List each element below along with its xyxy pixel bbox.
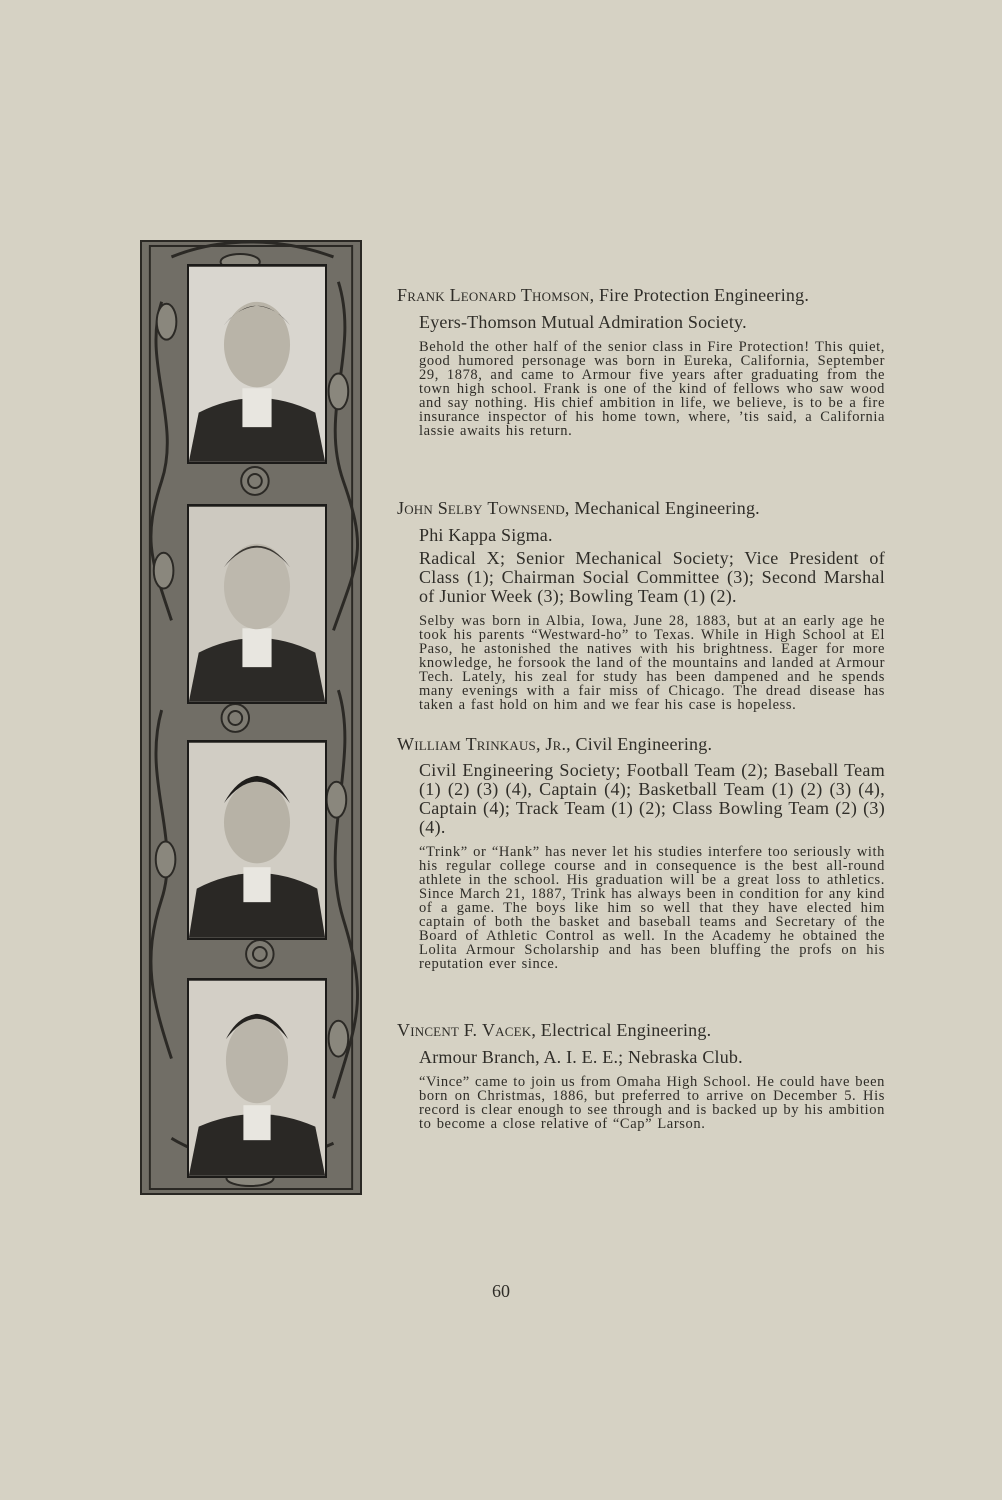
entry-name-line	[397, 284, 885, 306]
department: Civil Engineering.	[570, 734, 713, 754]
first-name: John	[397, 498, 433, 518]
entry-name-line	[397, 497, 885, 519]
portrait-image	[189, 980, 325, 1176]
biography: Behold the other half of the senior class in Fire Protection! This quiet, good humored personage was born in Eureka, California, September 29, 1878, and came to Armour five years after graduating from the town high school. Frank is one of the kind of fellows who saw wood and say nothing. His chief ambition in life, we believe, is to be a fire insurance inspector of his home town, where, ’tis said, a California lassie awaits his return.	[419, 339, 885, 439]
entry-trinkaus	[397, 733, 885, 971]
portrait-vacek	[187, 978, 327, 1178]
middle-name: F.	[463, 1020, 478, 1040]
portrait-image	[189, 742, 325, 938]
portrait-image	[189, 506, 325, 702]
last-name: Jr.,	[545, 734, 571, 754]
department: Mechanical Engineering.	[569, 498, 760, 518]
page-number: 60	[492, 1281, 510, 1301]
biography: Selby was born in Albia, Iowa, June 28, 1883, but at an early age he took his parents “Westward-ho” to Texas. While in High School at El Paso, he astonished the natives with his brightness. Eager for more knowledge, he forsook the land of the mountains and landed at Armour Tech. Lately, his zeal for study has been dampened and he spends many evenings with a fair miss of Chicago. The dread disease has taken a fast hold on him and we fear his case is hopeless.	[419, 613, 885, 713]
society-line: Armour Branch, A. I. E. E.; Nebraska Club.	[419, 1047, 743, 1067]
portrait-townsend	[187, 504, 327, 704]
entry-townsend	[397, 497, 885, 712]
first-name: Vincent	[397, 1020, 460, 1040]
portrait-image	[189, 266, 325, 462]
last-name: Townsend,	[487, 498, 570, 518]
entry-vacek	[397, 1019, 885, 1131]
entry-name-line	[397, 1019, 885, 1041]
middle-name: Selby	[437, 498, 483, 518]
entry-name-line	[397, 733, 885, 755]
biography: “Vince” came to join us from Omaha High School. He could have been born on Christmas, 1886, but preferred to arrive on December 5. His record is clear enough to see through and is backed up by his ambition to become a close relative of “Cap” Larson.	[419, 1074, 885, 1132]
biography: “Trink” or “Hank” has never let his studies interfere too seriously with his regular college course and in consequence is the best all-round athlete in the school. His graduation will be a great loss to athletics. Since March 21, 1887, Trink has always been in condition for any kind of a game. The boys like him so well that they have elected him captain of both the basket and baseball teams and Secretary of the Board of Athletic Control as well. In the Academy he obtained the Lolita Armour Scholarship and has been bluffing the profs on his reputation ever since.	[419, 844, 885, 972]
entry-thomson	[397, 284, 885, 438]
middle-name: Leonard	[449, 285, 517, 305]
society-line: Eyers-Thomson Mutual Admiration Society.	[419, 312, 747, 332]
society-line: Phi Kappa Sigma.	[419, 525, 553, 545]
activities-list: Radical X; Senior Mechanical Society; Vice President of Class (1); Chairman Social Committee (3); Second Marshal of Junior Week (3); Bowling Team (1) (2).	[419, 548, 885, 606]
portrait-trinkaus	[187, 740, 327, 940]
first-name: William	[397, 734, 461, 754]
activities-list: Civil Engineering Society; Football Team (2); Baseball Team (1) (2) (3) (4), Captain (4); Basketball Team (1) (2) (3) (4), Captain (4); Track Team (1) (2); Class Bowling Team (2) (3) (4).	[419, 760, 885, 837]
last-name: Vacek,	[481, 1020, 537, 1040]
middle-name: Trinkaus,	[465, 734, 541, 754]
first-name: Frank	[397, 285, 445, 305]
last-name: Thomson,	[520, 285, 595, 305]
department: Fire Protection Engineering.	[594, 285, 810, 305]
portrait-strip	[140, 240, 362, 1195]
department: Electrical Engineering.	[536, 1020, 712, 1040]
portrait-thomson	[187, 264, 327, 464]
